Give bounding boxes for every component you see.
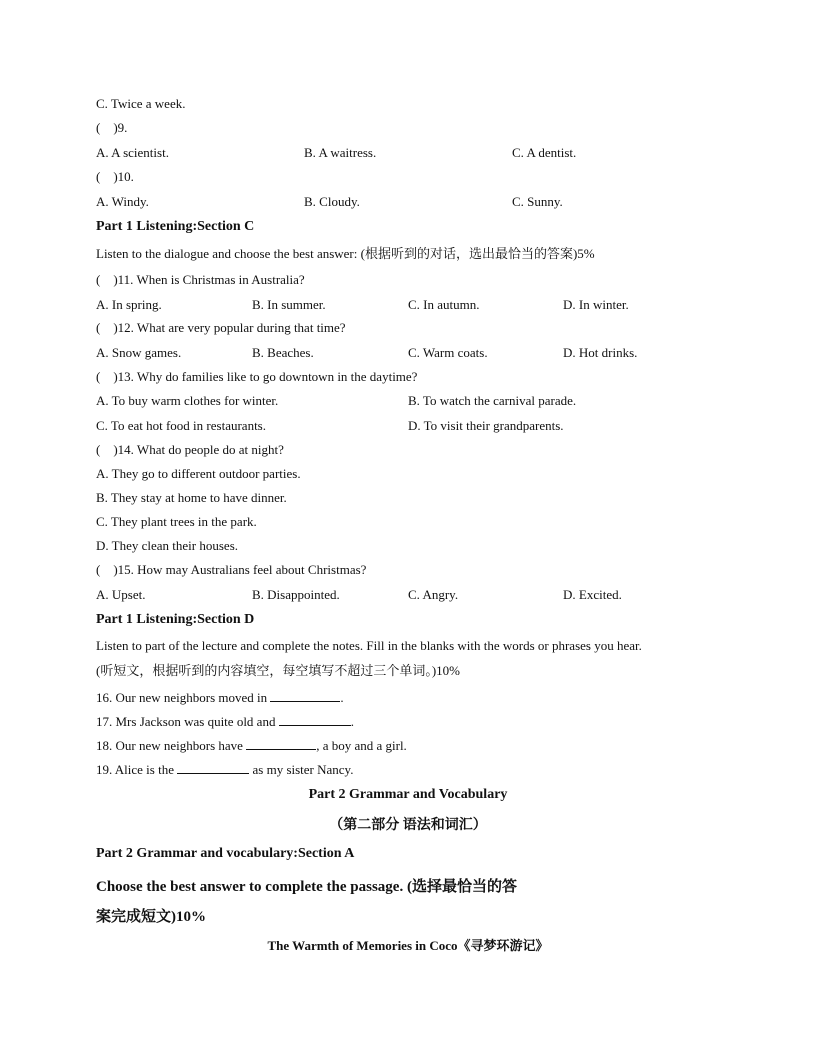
q11-option-a: A. In spring. — [96, 297, 162, 312]
q15-stem: ( )15. How may Australians feel about Christmas? — [96, 562, 367, 577]
q13-option-a: A. To buy warm clothes for winter. — [96, 393, 279, 408]
q12-stem: ( )12. What are very popular during that time? — [96, 320, 346, 335]
q13-option-c: C. To eat hot food in restaurants. — [96, 418, 266, 433]
fill-item-17-after: . — [350, 714, 354, 729]
fill-item-18-after: , a boy and a girl. — [316, 738, 407, 753]
section-d-heading: Part 1 Listening:Section D — [96, 612, 255, 627]
fill-item-19 — [96, 762, 353, 778]
part2-instruction-line-1: Choose the best answer to complete the passage. (选择最恰当的答 — [96, 879, 517, 895]
q9-option-c: C. A dentist. — [512, 145, 577, 160]
fill-item-17-before: 17. Mrs Jackson was quite old and — [96, 714, 279, 729]
answer-blank-17[interactable] — [279, 714, 351, 726]
fill-item-19-before: 19. Alice is the — [96, 762, 178, 777]
q11-option-c: C. In autumn. — [408, 297, 480, 312]
q14-option-d: D. They clean their houses. — [96, 538, 238, 553]
passage-title: The Warmth of Memories in Coco《寻梦环游记》 — [267, 938, 549, 953]
q8-option-c: C. Twice a week. — [96, 96, 186, 111]
q12-option-a: A. Snow games. — [96, 345, 182, 360]
answer-blank-19[interactable] — [177, 762, 249, 774]
q15-option-c: C. Angry. — [408, 587, 459, 602]
fill-item-18 — [96, 738, 407, 754]
q9-option-b: B. A waitress. — [304, 145, 377, 160]
section-c-heading: Part 1 Listening:Section C — [96, 219, 255, 234]
q10-option-a: A. Windy. — [96, 194, 149, 209]
q14-stem: ( )14. What do people do at night? — [96, 442, 284, 457]
part2-section-a-heading: Part 2 Grammar and vocabulary:Section A — [96, 846, 355, 861]
fill-item-16-before: 16. Our new neighbors moved in — [96, 690, 271, 705]
answer-blank-16[interactable] — [270, 690, 340, 702]
part2-title: Part 2 Grammar and Vocabulary — [308, 787, 508, 802]
fill-item-18-before: 18. Our new neighbors have — [96, 738, 247, 753]
q10-option-c: C. Sunny. — [512, 194, 563, 209]
q14-option-c: C. They plant trees in the park. — [96, 514, 257, 529]
q11-option-d: D. In winter. — [563, 297, 629, 312]
part2-instruction-line-2: 案完成短文)10% — [96, 909, 206, 925]
q12-option-d: D. Hot drinks. — [563, 345, 638, 360]
q12-option-b: B. Beaches. — [252, 345, 314, 360]
q10-option-b: B. Cloudy. — [304, 194, 360, 209]
section-d-instruction-2: (听短文，根据听到的内容填空，每空填写不超过三个单词。)10% — [96, 663, 460, 678]
part2-subtitle: （第二部分 语法和词汇） — [329, 818, 487, 833]
q10-number: ( )10. — [96, 169, 134, 184]
q14-option-a: A. They go to different outdoor parties. — [96, 466, 301, 481]
section-d-instruction-1: Listen to part of the lecture and complete the notes. Fill in the blanks with the words or phrases you hear. — [96, 638, 642, 653]
fill-item-16 — [96, 690, 344, 706]
fill-item-17 — [96, 714, 354, 730]
q13-stem: ( )13. Why do families like to go downtown in the daytime? — [96, 369, 418, 384]
q13-option-d: D. To visit their grandparents. — [408, 418, 564, 433]
answer-blank-18[interactable] — [246, 738, 316, 750]
q14-option-b: B. They stay at home to have dinner. — [96, 490, 287, 505]
q11-stem: ( )11. When is Christmas in Australia? — [96, 272, 305, 287]
q9-option-a: A. A scientist. — [96, 145, 169, 160]
fill-item-16-after: . — [340, 690, 344, 705]
q11-option-b: B. In summer. — [252, 297, 326, 312]
fill-item-19-after: as my sister Nancy. — [249, 762, 354, 777]
q15-option-d: D. Excited. — [563, 587, 622, 602]
q13-option-b: B. To watch the carnival parade. — [408, 393, 577, 408]
q15-option-b: B. Disappointed. — [252, 587, 340, 602]
q9-number: ( )9. — [96, 120, 128, 135]
q15-option-a: A. Upset. — [96, 587, 146, 602]
q12-option-c: C. Warm coats. — [408, 345, 488, 360]
section-c-instruction: Listen to the dialogue and choose the best answer: (根据听到的对话，选出最恰当的答案)5% — [96, 246, 595, 261]
